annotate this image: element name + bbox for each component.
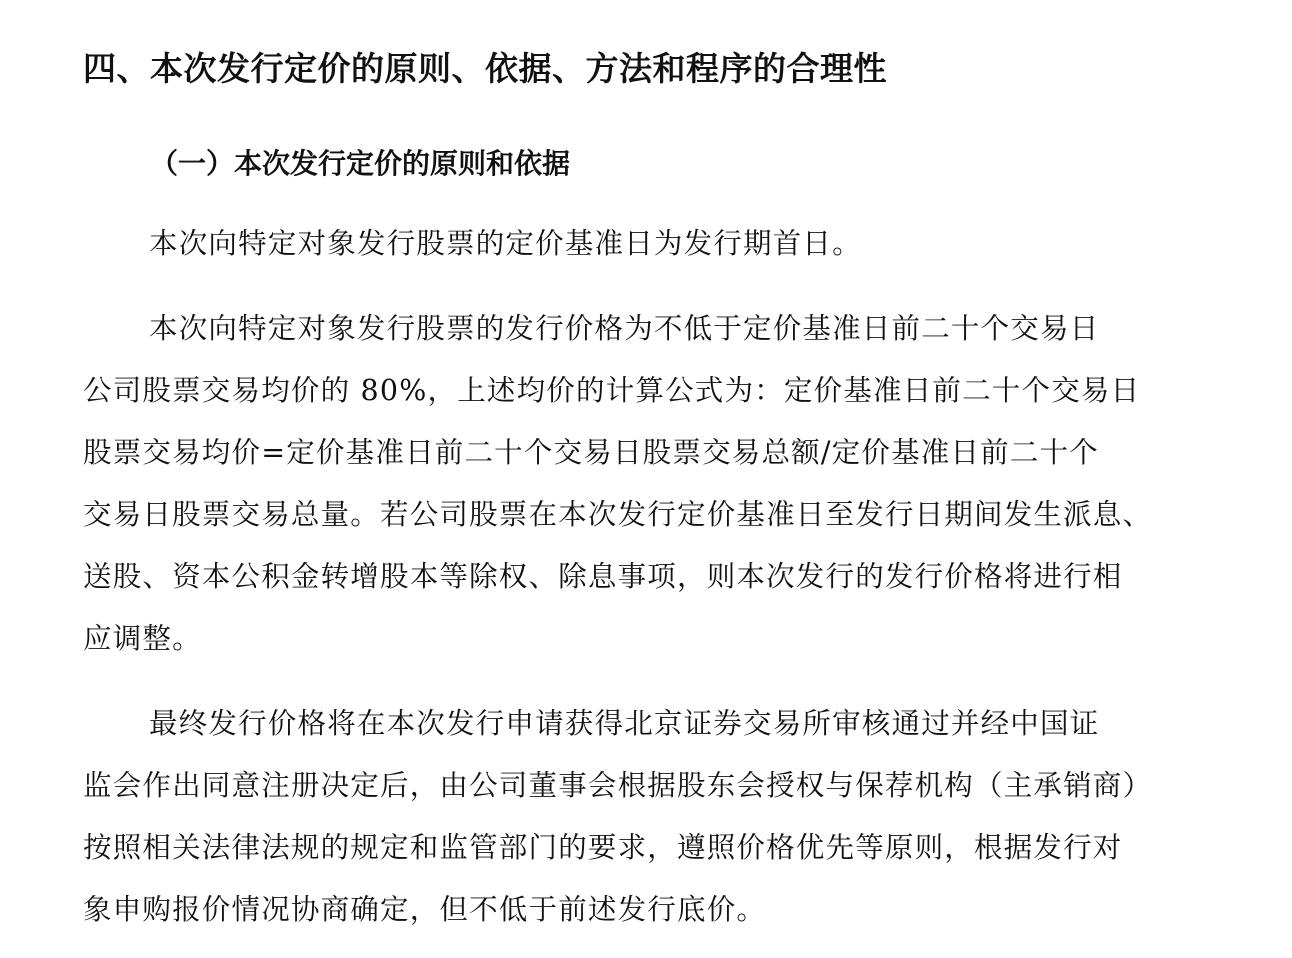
- paragraph-line: 最终发行价格将在本次发行申请获得北京证券交易所审核通过并经中国证: [149, 707, 1100, 740]
- paragraph-line: 交易日股票交易总量。若公司股票在本次发行定价基准日至发行日期间发生派息、: [83, 498, 1153, 531]
- paragraph-line: 股票交易均价=定价基准日前二十个交易日股票交易总额/定价基准日前二十个: [83, 436, 1099, 469]
- section-title: 四、本次发行定价的原则、依据、方法和程序的合理性: [83, 49, 887, 88]
- subsection-title: （一）本次发行定价的原则和依据: [150, 147, 571, 180]
- paragraph-issue-price-formula: [83, 298, 1223, 670]
- paragraph-final-price-determination: [83, 693, 1223, 941]
- paragraph-line: 送股、资本公积金转增股本等除权、除息事项，则本次发行的发行价格将进行相: [83, 560, 1123, 593]
- paragraph-line: 监会作出同意注册决定后，由公司董事会根据股东会授权与保荐机构（主承销商）: [83, 769, 1153, 802]
- paragraph-line: 按照相关法律法规的规定和监管部门的要求，遵照价格优先等原则，根据发行对: [83, 831, 1123, 864]
- paragraph-line: 公司股票交易均价的 80%，上述均价的计算公式为：定价基准日前二十个交易日: [83, 374, 1141, 407]
- paragraph-line: 应调整。: [83, 622, 202, 655]
- paragraph-line: 象申购报价情况协商确定，但不低于前述发行底价。: [83, 893, 767, 926]
- paragraph-line: 本次向特定对象发行股票的发行价格为不低于定价基准日前二十个交易日: [149, 312, 1100, 345]
- paragraph-pricing-base-date: [83, 213, 1223, 275]
- paragraph-line: 本次向特定对象发行股票的定价基准日为发行期首日。: [149, 227, 862, 260]
